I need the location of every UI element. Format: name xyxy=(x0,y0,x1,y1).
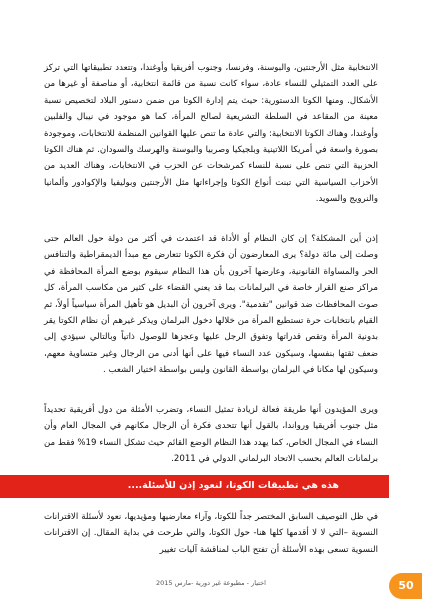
body-text-block xyxy=(44,231,378,379)
page-number: 50 xyxy=(398,579,414,592)
section-heading: هذه هي تطبيقات الكوتا، لنعود إذن للأسئلة.... xyxy=(127,480,339,491)
footer-text: اختيار - مطبوعة غير دورية -مارس 2015 xyxy=(156,579,266,587)
body-text-block xyxy=(44,509,378,558)
body-text-block xyxy=(44,60,378,208)
section-heading-banner xyxy=(0,475,389,498)
body-text-block xyxy=(44,402,378,468)
paragraph-2: إذن أين المشكلة؟ إن كان النظام أو الأداة قد اعتمدت في أكثر من دولة حول العالم حتى وصلت إلى مائة دولة؟ يرى المعارضون أن فكرة الكوتا تتعارض مع مبدأ الديمقراطية والتنافس الحر والمساواة القانونية، وعارضها آخرون بأن هذا النظام سيقوم بوضع المرأة المحافظة في مراكز صنع القرار خاصة في البرلمانات بما قد يعني القضاء على كثير من مكاسب المرأة، كل صوت المحافظات ضد قوانين "تقدمية". ويرى آخرون أن البديل هو تأهيل المرأة سياسياً أولاً، ثم القيام بانتخابات حرة تستطيع المرأة من خلالها دخول البرلمان ويذكر غيرهم أن نظام الكوتا يقر بدونية المرأة وتقص قدراتها وتفوق الرجل عليها وعجزها للوصول ذاتياً وبالتالي سيؤدي إلى ضعف ثقتها بنفسها، وسيكون عدد النساء فيها على أنها أدنى من الرجال وغير متساوية معهم، وسيكون لها مكانا في البرلمان بواسطة القانون وليس بواسطة اختيار الشعب . xyxy=(44,234,378,376)
paragraph-4: في ظل التوصيف السابق المختصر جداً للكوتا، وآراء معارضيها ومؤيديها، نعود لأسئلة الاقترانات النسوية –التي لا لا أقدمها كلها هنا- حول الكوتا، والتي طرحت في بداية المقال. إن الاقترانات النسوية تسعى بهذه الأسئلة أن تفتح الباب لمناقشة آليات تغيير xyxy=(44,512,378,555)
paragraph-1: الانتخابية مثل الأرجنتين، والبوسنة، وفرنسا، وجنوب أفريقيا وأوغندا، وتتعدد تطبيقاتها التي تركز على العدد التمثيلي للنساء عادة، سواء كانت نسبة من قائمة انتخابية، أو مناصفة أو غيرها من الأشكال. ومنها الكوتا الدستورية: حيث يتم إدارة الكوتا من ضمن دستور البلاد لتخصيص نسبة معينة من المقاعد في السلطة التشريعية لصالح المرأة، كما هو موجود في نيبال والفلبين وأوغندا، وهناك الكوتا الانتخابية: والتي عادة ما تنص عليها القوانين المنظمة للانتخابات، وموجودة بصورة واسعة في أمريكا اللاتينية وبلجيكيا وصربيا والبوسنة والهرسك والسودان. ثم هناك الكوتا الحزبية التي تنص على نسبة للنساء كمرشحات عن الحزب في الانتخابات، وهناك العديد من الأحزاب السياسية التي تبنت أنواع الكوتا وإجراءاتها مثل الأرجنتين وبوليفيا والإكوادور وألمانيا والنرويج والسويد. xyxy=(44,63,378,205)
paragraph-3: ويرى المؤيدون أنها طريقة فعالة لزيادة تمثيل النساء، وتضرب الأمثلة من دول أفريقية تحديداً مثل جنوب أفريقيا ورواندا، بالقول أنها تتحدى فكرة أن الرجال مكانهم في المجال العام وأن النساء في المجال الخاص، كما يهدد هذا النظام الوضع القائم حيث تشكل النساء 19% فقط من برلمانات العالم بحسب الاتحاد البرلماني الدولي في 2011. xyxy=(44,405,379,465)
